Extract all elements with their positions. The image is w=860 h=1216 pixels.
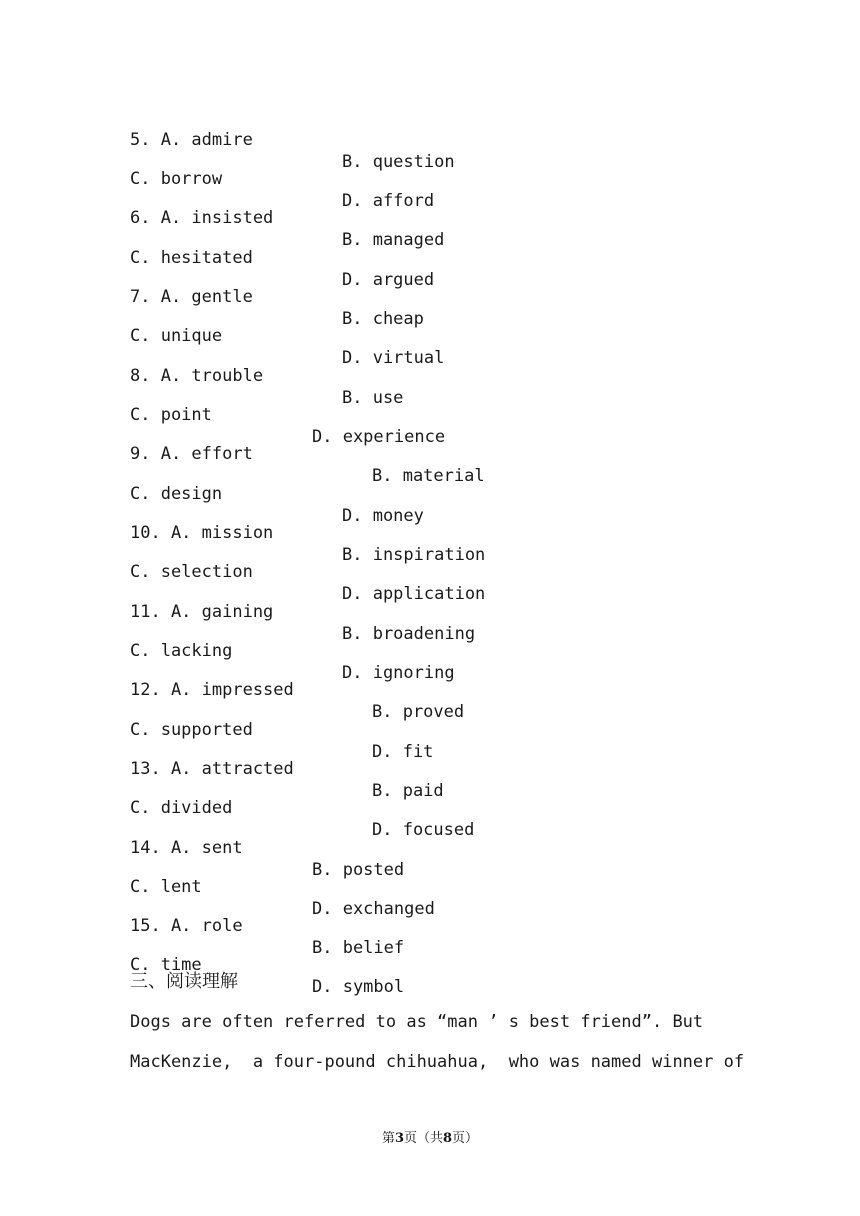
option-d: D. experience [312,427,446,447]
option-a: 8. A. trouble [130,366,264,386]
option-b: B. proved [372,702,465,722]
option-d: D. application [342,584,486,604]
option-d: D. exchanged [312,899,435,919]
option-b: B. paid [372,781,444,801]
option-c: C. design [130,484,223,504]
option-b: B. cheap [342,309,424,329]
option-a: 9. A. effort [130,444,253,464]
option-b: B. managed [342,230,445,250]
passage-line-2: MacKenzie, a four-pound chihuahua, who was named winner of [130,1052,745,1072]
option-a: 6. A. insisted [130,208,274,228]
option-b: B. question [342,152,455,172]
option-b: B. belief [312,938,405,958]
option-c: C. lent [130,877,202,897]
passage-line-1: Dogs are often referred to as “man ’ s best friend”. But [130,1012,704,1032]
option-b: B. broadening [342,624,476,644]
option-a: 10. A. mission [130,523,274,543]
page-footer [0,1130,860,1148]
option-c: C. borrow [130,169,223,189]
option-b: B. inspiration [342,545,486,565]
option-c: C. divided [130,798,233,818]
option-d: D. money [342,506,424,526]
option-a: 13. A. attracted [130,759,294,779]
option-d: D. afford [342,191,435,211]
option-a: 12. A. impressed [130,680,294,700]
option-b: B. material [372,466,485,486]
total-pages: 8 [443,1131,453,1146]
option-a: 7. A. gentle [130,287,253,307]
option-a: 14. A. sent [130,838,243,858]
option-a: 15. A. role [130,916,243,936]
option-d: D. ignoring [342,663,455,683]
option-d: D. virtual [342,348,445,368]
option-b: B. use [342,388,404,408]
option-c: C. selection [130,562,253,582]
option-a: 11. A. gaining [130,602,274,622]
option-d: D. focused [372,820,475,840]
option-d: D. symbol [312,977,405,997]
footer-suffix: 页） [452,1131,479,1146]
option-c: C. point [130,405,212,425]
option-c: C. time [130,955,202,975]
section-heading: 三、阅读理解 [130,971,238,992]
option-c: C. unique [130,326,223,346]
option-c: C. lacking [130,641,233,661]
footer-prefix: 第 [381,1131,395,1146]
option-d: D. argued [342,270,435,290]
option-c: C. supported [130,720,253,740]
option-d: D. fit [372,742,434,762]
page-number: 3 [394,1131,404,1146]
option-c: C. hesitated [130,248,253,268]
option-b: B. posted [312,860,405,880]
footer-middle: 页（共 [403,1131,443,1146]
option-a: 5. A. admire [130,130,253,150]
